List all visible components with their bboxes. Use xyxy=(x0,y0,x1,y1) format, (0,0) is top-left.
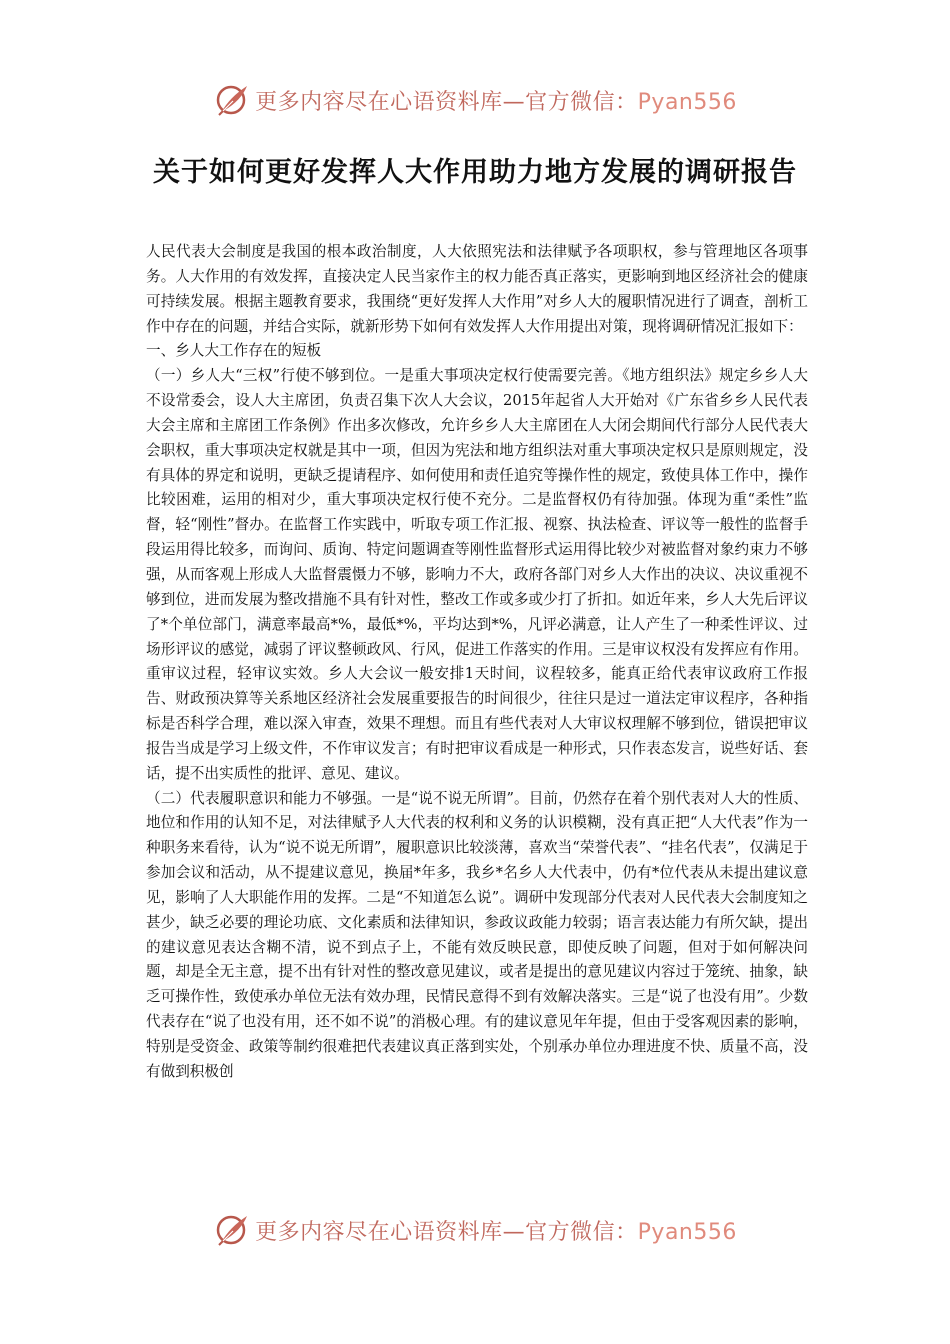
quill-pen-icon xyxy=(213,1210,253,1250)
document-body xyxy=(146,240,808,1085)
paragraph-intro: 人民代表大会制度是我国的根本政治制度，人大依照宪法和法律赋予各项职权，参与管理地区各项事务。人大作用的有效发挥，直接决定人民当家作主的权力能否真正落实，更影响到地区经济社会的健康可持续发展。根据主题教育要求，我围绕“更好发挥人大作用”对乡人大的履职情况进行了调查，剖析工作中存在的问题，并结合实际，就新形势下如何有效发挥人大作用提出对策，现将调研情况汇报如下： xyxy=(146,243,808,335)
wechat-id: Pyan556 xyxy=(637,1219,737,1245)
paragraph-section-1: （一）乡人大“三权”行使不够到位。一是重大事项决定权行使需要完善。《地方组织法》规定乡乡人大不设常委会，设人大主席团，负责召集下次人大会议，2015年起省人大开始对《广东省乡乡人民代表大会主席和主席团工作条例》作出多次修改，允许乡乡人大主席团在人大闭会期间代行部分人民代表大会职权，重大事项决定权就是其中一项，但因为宪法和地方组织法对重大事项决定权只是原则规定，没有具体的界定和说明，更缺乏提请程序、如何使用和责任追究等操作性的规定，致使具体工作中，操作比较困难，运用的相对少，重大事项决定权行使不充分。二是监督权仍有待加强。体现为重“柔性”监督，轻“刚性”督办。在监督工作实践中，听取专项工作汇报、视察、执法检查、评议等一般性的监督手段运用得比较多，而询问、质询、特定问题调查等刚性监督形式运用得比较少对被监督对象约束力不够强，从而客观上形成人大监督震慑力不够，影响力不大，政府各部门对乡人大作出的决议、决议重视不够到位，进而发展为整改措施不具有针对性，整改工作或多或少打了折扣。如近年来，乡人大先后评议了*个单位部门，满意率最高*%，最低*%，平均达到*%，凡评必满意，让人产生了一种柔性评议、过场形评议的感觉，减弱了评议整顿政风、行风，促进工作落实的作用。三是审议权没有发挥应有作用。重审议过程，轻审议实效。乡人大会议一般安排1天时间，议程较多，能真正给代表审议政府工作报告、财政预决算等关系地区经济社会发展重要报告的时间很少，往往只是过一道法定审议程序，各种指标是否科学合理，难以深入审查，效果不理想。而且有些代表对人大审议权理解不够到位，错误把审议报告当成是学习上级文件，不作审议发言；有时把审议看成是一种形式，只作表态发言，说些好话、套话，提不出实质性的批评、意见、建议。 xyxy=(146,367,808,782)
banner-text: 更多内容尽在心语资料库—官方微信：Pyan556 xyxy=(255,89,737,115)
header-banner xyxy=(0,80,950,120)
wechat-id: Pyan556 xyxy=(637,89,737,115)
paragraph-section-2: （二）代表履职意识和能力不够强。一是“说不说无所谓”。目前，仍然存在着个别代表对人大的性质、地位和作用的认知不足，对法律赋予人大代表的权利和义务的认识模糊，没有真正把“人大代表”作为一种职务来看待，认为“说不说无所谓”，履职意识比较淡薄，喜欢当“荣誉代表”、“挂名代表”，仅满足于参加会议和活动，从不提建议意见，换届*年多，我乡*名乡人大代表中，仍有*位代表从未提出建议意见，影响了人大职能作用的发挥。二是“不知道怎么说”。调研中发现部分代表对人民代表大会制度知之甚少，缺乏必要的理论功底、文化素质和法律知识，参政议政能力较弱；语言表达能力有所欠缺，提出的建议意见表达含糊不清，说不到点子上，不能有效反映民意，即使反映了问题，但对于如何解决问题，却是全无主意，提不出有针对性的整改意见建议，或者是提出的意见建议内容过于笼统、抽象，缺乏可操作性，致使承办单位无法有效办理，民情民意得不到有效解决落实。三是“说了也没有用”。少数代表存在“说了也没有用，还不如不说”的消极心理。有的建议意见年年提，但由于受客观因素的影响，特别是受资金、政策等制约很难把代表建议真正落到实处，个别承办单位办理进度不快、质量不高，没有做到积极创 xyxy=(146,789,808,1080)
document-title: 关于如何更好发挥人大作用助力地方发展的调研报告 xyxy=(153,157,797,188)
section-heading: 一、乡人大工作存在的短板 xyxy=(146,342,322,360)
footer-banner xyxy=(0,1210,950,1250)
banner-text: 更多内容尽在心语资料库—官方微信：Pyan556 xyxy=(255,1219,737,1245)
quill-pen-icon xyxy=(213,80,253,120)
